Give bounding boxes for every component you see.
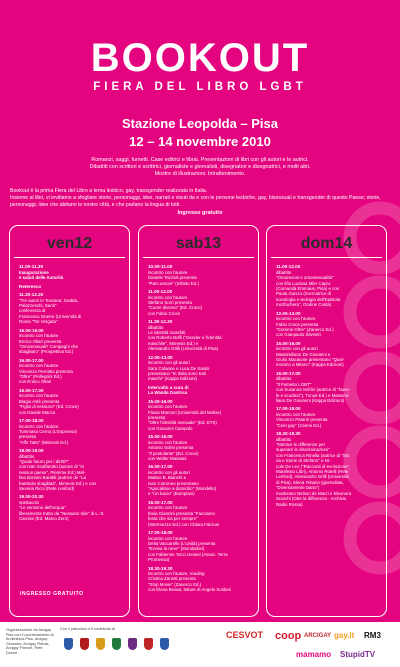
intro-line: Mostre di illustrazioni. Intrattenimento. (154, 171, 246, 177)
event-time: 15.00-16.00 (19, 327, 44, 333)
event-text: con Giovanni Campolo (148, 425, 193, 431)
schedule-item (19, 284, 122, 290)
event-text: e saluti delle Autorità (19, 275, 64, 281)
event-text: con Walter Massani (148, 455, 187, 461)
event-text: incontro con l'autore (148, 505, 188, 511)
event-text: festa che sia per sempre" (148, 516, 198, 522)
event-text: con Enrico Oliari (19, 379, 52, 385)
event-text: incontro con gli autori (148, 469, 190, 475)
event-text: (Intermezzo Ed.) con Chiara Falcioni (148, 521, 220, 527)
event-text: dibattito (276, 376, 292, 382)
schedule-item (19, 292, 122, 325)
event-text: dibattito (276, 436, 292, 442)
event-time: 12.00-13.00 (148, 354, 173, 360)
event-text: morano a Milano" (Kappa Edizioni) (276, 362, 344, 368)
event-text: liano De Giovanni (Kappa Edizioni) (276, 398, 345, 404)
event-text: Palazzeschi, Santi" (19, 303, 57, 309)
event-text: "Omosessuali? Compagni che (19, 343, 78, 349)
description-line: Bookout è la prima Fiera del Libro a tema lesbico, gay, transgender realizzata in Italia. (10, 188, 208, 194)
schedule-item (148, 566, 251, 593)
day-column-sunday (266, 225, 387, 617)
logo-title: BOOKOUT (90, 36, 310, 80)
event-time: 17.00-18.00 (19, 418, 44, 424)
event-time: 18.30-19.30 (276, 431, 301, 437)
event-text: maschile", Mimesis Ed.) e (148, 340, 199, 346)
event-time: 18.30-19.30 (148, 565, 173, 571)
event-text: dibattito (19, 453, 35, 459)
coat-of-arms-icon (128, 638, 137, 650)
event-text: incontro con l'autore (19, 393, 59, 399)
event-text: incontro con l'autore (148, 294, 188, 300)
gayit-logo: gay.it (334, 631, 355, 640)
free-entry-label: Ingresso gratuito (177, 210, 223, 216)
description-line: Insieme ai libri, vi invitiamo a sfogliare storie, personaggi, idee, narrati e visuti da e con le persone lesbiche, gay, bisessuali e transgender di questo Paese; storie, personaggi, idee che abitano le nostre città, e che parlano la lingua di tutti. (10, 194, 381, 208)
patronage-note: Con il patrocinio e il contributo di (60, 627, 115, 631)
event-text: Alessandro Grilli (Università di Pisa) (148, 346, 219, 352)
schedule-item (276, 371, 379, 404)
event-text: Manifesto Libri), Antonio Rotelli (Rete (276, 469, 349, 475)
event-text: sociologia e teologia dell'Epistola (276, 296, 341, 302)
schedule-item (148, 289, 251, 316)
schedule-item (148, 385, 251, 396)
coat-of-arms-icon (64, 638, 73, 650)
event-text: "Stop Movie" (Zanerco Ed.) (148, 581, 202, 587)
logo-subtitle: FIERA DEL LIBRO LGBT (93, 81, 307, 93)
event-text: incontro con l'autore (276, 316, 316, 322)
schedule-item (148, 319, 251, 352)
schedule-item (19, 328, 122, 355)
event-text: Inaugurazione (19, 269, 49, 275)
event-time: Reteresco (19, 283, 42, 289)
bookout-logo (0, 38, 400, 93)
event-text: "Affe Tatts" (Mimesis Ed.) (19, 439, 69, 445)
event-text: incontro con l'autore (19, 333, 59, 339)
event-text: superare le discriminazioni" (276, 447, 330, 453)
event-text: con Elena Beasa, letture di Angelo Soldani (148, 587, 231, 593)
event-text: presenta (19, 434, 37, 440)
event-text: Severia Ricci (Rete Lenford) (19, 486, 75, 492)
event-text: con Fabienne Tocci Gessel (Assoc. Terra (148, 551, 228, 557)
event-text: incontro con l'autore (276, 411, 316, 417)
event-time: 17.00-18.00 (148, 530, 173, 536)
event-text: liberamente tratto da "Nessuno ride" di L.-S. (19, 510, 105, 516)
event-text: Daniele Tazzioli presenta (148, 275, 197, 281)
event-text: cole De Leo ("Racconti di evoluzione", (276, 463, 351, 469)
event-text: incontro con l'autore (19, 363, 59, 369)
schedule-item (148, 434, 251, 461)
schedule-item (19, 264, 122, 280)
event-text: incontro con gli autori (276, 346, 318, 352)
coop-logo: coop (275, 630, 302, 642)
cesvot-logo: CESVOT (226, 630, 264, 640)
arcigay-logo: ARCIGAY (304, 633, 332, 639)
event-text: "Evviva la neve" (Mondadori) (148, 546, 205, 552)
rm3-logo: RM3 (364, 631, 381, 640)
event-time: 17.00-18.00 (276, 406, 301, 412)
stupidtv-logo: StupidTV (340, 650, 376, 659)
event-text: Vincenzo Patanè presenta (276, 417, 328, 423)
event-time: 18.00-19.00 (19, 448, 44, 454)
event-text: con Davide Macca (19, 409, 56, 415)
schedule-item (276, 406, 379, 428)
intro-line: Dibattiti con scrittori e scrittrici, giornaliste e giornalisti, disegnatori e disegnatrici, e molti altri. (89, 164, 311, 170)
event-text: con il/la Luciana Mler Capro (276, 280, 331, 286)
day-label: sab13 (175, 235, 222, 252)
event-time: 11.00-11.30 (19, 264, 44, 270)
event-text: Vincenzo Perrottis presenta (19, 368, 73, 374)
event-text: "Oltre" (Pellegrini Ed.) (19, 374, 62, 380)
schedule-item (148, 500, 251, 527)
schedule-item (276, 311, 379, 338)
schedule-item (19, 358, 122, 385)
event-text: incontro con l'autore (148, 269, 188, 275)
event-text: con Francesca Rinella (autrice di "Sto (276, 452, 350, 458)
event-text: nessun paese", Piemme Ed.) Mel- (19, 469, 86, 475)
event-time: 15.00-16.00 (148, 434, 173, 440)
event-text: "Omonerosi e omosessualità" (276, 275, 334, 281)
event-text: dibattito (148, 324, 164, 330)
intro-line: Romanzi, saggi, fumetti. Case editrici e librai. Presentazioni di libri con gli autori e le autrici. (91, 157, 309, 163)
day-label: ven12 (46, 235, 93, 252)
event-text: "Figlio di nessuno" (Ed. Croce) (19, 404, 79, 410)
event-text: La Wanda Gastrica (148, 390, 188, 396)
event-text: Radio Rossa) (276, 501, 303, 507)
event-time: 16.00-17.00 (148, 499, 173, 505)
organizer-note: Organizzazione da Arcigay Pisa con il coordinamento di Arcilesbica Pisa, Arcigay Grosseto, Arcigay Pistoia, Arcigay Firenze, Rete Donne (6, 628, 54, 655)
event-text: Fabio Croce presenta (276, 321, 319, 327)
event-text: "Il Fumetto LGBT" (276, 381, 312, 387)
event-text: Tommaso Cerno (L'Espresso) (19, 428, 77, 434)
event-text: "Il postulante" (Ed. Croce) (148, 450, 199, 456)
schedule-item (148, 530, 251, 563)
event-text: conferenza di (19, 308, 46, 314)
event-text: con Gianpaolo Silvestri (276, 332, 321, 338)
schedule-item (19, 448, 122, 491)
event-text: presentano "In Italia sono tutti (148, 370, 206, 376)
event-text: "Tre autori in Toscana: Gadda, (19, 297, 79, 303)
schedule-item (148, 355, 251, 382)
event-text: incontro con l'autore (148, 439, 188, 445)
event-text: mozfuchera", Ondine Costa) (276, 302, 332, 308)
coat-of-arms-icon (144, 638, 153, 650)
event-text: Roma "Tor Vergata" (19, 319, 58, 325)
day-column-saturday (138, 225, 259, 617)
event-text: "Apocalisse a domicilio" (Mondello) (148, 486, 217, 492)
event-text: Giulio Macaione presentano "Qual- (276, 357, 345, 363)
event-time: 11.00-12.00 (148, 289, 173, 295)
schedule-item (19, 388, 122, 415)
event-time: 19.00-20.30 (19, 494, 44, 500)
description-text (10, 188, 395, 208)
event-list (139, 258, 258, 592)
day-label: dom14 (300, 235, 353, 252)
event-text: ria e Storie di Stefano" e Ni- (276, 458, 331, 464)
event-text: "Gomme Oltre" (Zanerco Ed.) (276, 326, 334, 332)
event-text: lina Bonsini Barabli (autrice de "La (19, 475, 86, 481)
event-time: 12.00-13.00 (276, 310, 301, 316)
event-text: Le identità maschili (148, 330, 186, 336)
event-text: Stefano Sorri presenta (148, 299, 192, 305)
event-text: (Comunità Emmaus, Pisa) e con (276, 286, 340, 292)
schedule-item (19, 494, 122, 521)
event-time: Intervallo a cura di (148, 384, 189, 390)
free-entry-footer: INGRESSO GRATUITO (20, 591, 84, 597)
event-text: incontro con l'autore (19, 423, 59, 429)
event-text: sbagliano" (Prospettiva Ed.) (19, 349, 74, 355)
event-text: "Quale futuro per i diritti?" (19, 459, 69, 465)
event-time: 16.00-17.00 (19, 387, 44, 393)
venue-title: Stazione Leopolda – Pisa (121, 116, 279, 131)
event-time: 11.30-12.30 (148, 319, 173, 325)
event-list (10, 258, 129, 521)
event-text: Lenford), Alessandro Grilli (Università (276, 474, 349, 480)
event-text: Antonio Solmi presenta (148, 445, 194, 451)
event-text: maschi" (Kappa Edizioni) (148, 376, 197, 382)
schedule-item (148, 264, 251, 286)
event-text: Enrico Oliari presenta (19, 338, 62, 344)
event-text: moderano Nelson de Marzi e Eleonora (276, 490, 352, 496)
schedule-item (148, 464, 251, 497)
event-text: Carnise (Ed. Marco Zero) (19, 516, 69, 522)
event-text: le e scudisci"), Tunuè Ed.) e Massimi- (276, 392, 350, 398)
event-text: con Ivan Scalfarotto (autore di "In (19, 464, 85, 470)
event-time: 16.00-17.00 (148, 464, 173, 470)
event-time: 11.00-12.00 (276, 264, 301, 270)
schedule-item (19, 418, 122, 445)
event-list (267, 258, 386, 507)
event-time: 16.00-17.00 (276, 370, 301, 376)
event-text: Cristina Zanetti presenta (148, 576, 196, 582)
schedule-item (276, 264, 379, 307)
event-text: incontro con l'autore, reading (148, 571, 205, 577)
intro-text (20, 157, 380, 178)
event-time: 15.00-16.00 (148, 398, 173, 404)
event-text: con Roberto Boffi ("Gender e l'identità (148, 335, 222, 341)
event-text: Biagio Astè presenta (19, 398, 60, 404)
mamamo-logo: mamamo (296, 650, 332, 659)
coat-of-arms-icon (80, 638, 89, 650)
event-text: incontro con gli autori (148, 360, 190, 366)
event-time: 15.00-16.00 (276, 340, 301, 346)
event-text: "Cuore diverso" (Ed. Croce) (148, 305, 203, 311)
event-text: incontro con l'autore (148, 404, 188, 410)
event-text: Matteo B. Bianchi e (148, 475, 187, 481)
event-text: "Paro amore" (Infinito Ed.) (148, 280, 199, 286)
event-text: presenta (148, 415, 166, 421)
event-text: Ilaria Giannini presenta "Facciamo (148, 510, 215, 516)
schedule-item (276, 431, 379, 507)
event-text: Scarchi (Otre la differenza - Archivio (276, 496, 347, 502)
event-time: 10.00-11.00 (148, 264, 173, 270)
event-text: e "Un bacio" (Bompiani) (148, 491, 195, 497)
event-text: dibattito (276, 269, 292, 275)
event-text: Ivan Cotroneo presentano (148, 480, 199, 486)
event-text: "Ceet gay" (Ceemi Ed.) (276, 422, 322, 428)
event-text: di Pisa), Elena Tebano (giornalista, (276, 479, 344, 485)
day-column-friday (9, 225, 130, 617)
event-text: incontro con l'autore (148, 535, 188, 541)
event-text: "Narrare le differenze per (276, 442, 326, 448)
event-text: con Fabio Croce (148, 310, 181, 316)
schedule-item (148, 399, 251, 432)
event-text: Francesco Gnerre (Università di (19, 313, 82, 319)
event-text: "Diversamente Dario") (276, 485, 320, 491)
event-text: Paola Gaiszo (ricercatrice di (276, 291, 331, 297)
event-text: spettacolo (19, 499, 40, 505)
event-text: "Le versione dell'acqua" (19, 505, 66, 511)
event-text: con Susanna Sofrini (autrice di "Nuvo- (276, 387, 351, 393)
coat-of-arms-icon (112, 638, 121, 650)
event-time: 11.30-12.30 (19, 292, 44, 298)
event-dates: 12 – 14 novembre 2010 (129, 134, 271, 149)
event-text: Flavia Monceri (Università del Molise) (148, 409, 222, 415)
event-time: 16.00-17.00 (19, 357, 44, 363)
schedule-item (276, 341, 379, 368)
event-text: Delia Vaccarello (L'Unità) presenta (148, 540, 216, 546)
event-text: Promessa) (148, 557, 170, 563)
event-text: Massimiliano De Giovanni e (276, 351, 331, 357)
event-text: "Oltre l'identità sessuale" (Ed. ETS) (148, 420, 217, 426)
coat-of-arms-icon (96, 638, 105, 650)
sponsor-bar (0, 622, 400, 667)
event-text: bambola sbagliata", Mimesis Ed.) e con (19, 480, 96, 486)
event-text: Sara Colaone e Luca De Santis (148, 365, 210, 371)
coat-of-arms-icon (160, 638, 169, 650)
